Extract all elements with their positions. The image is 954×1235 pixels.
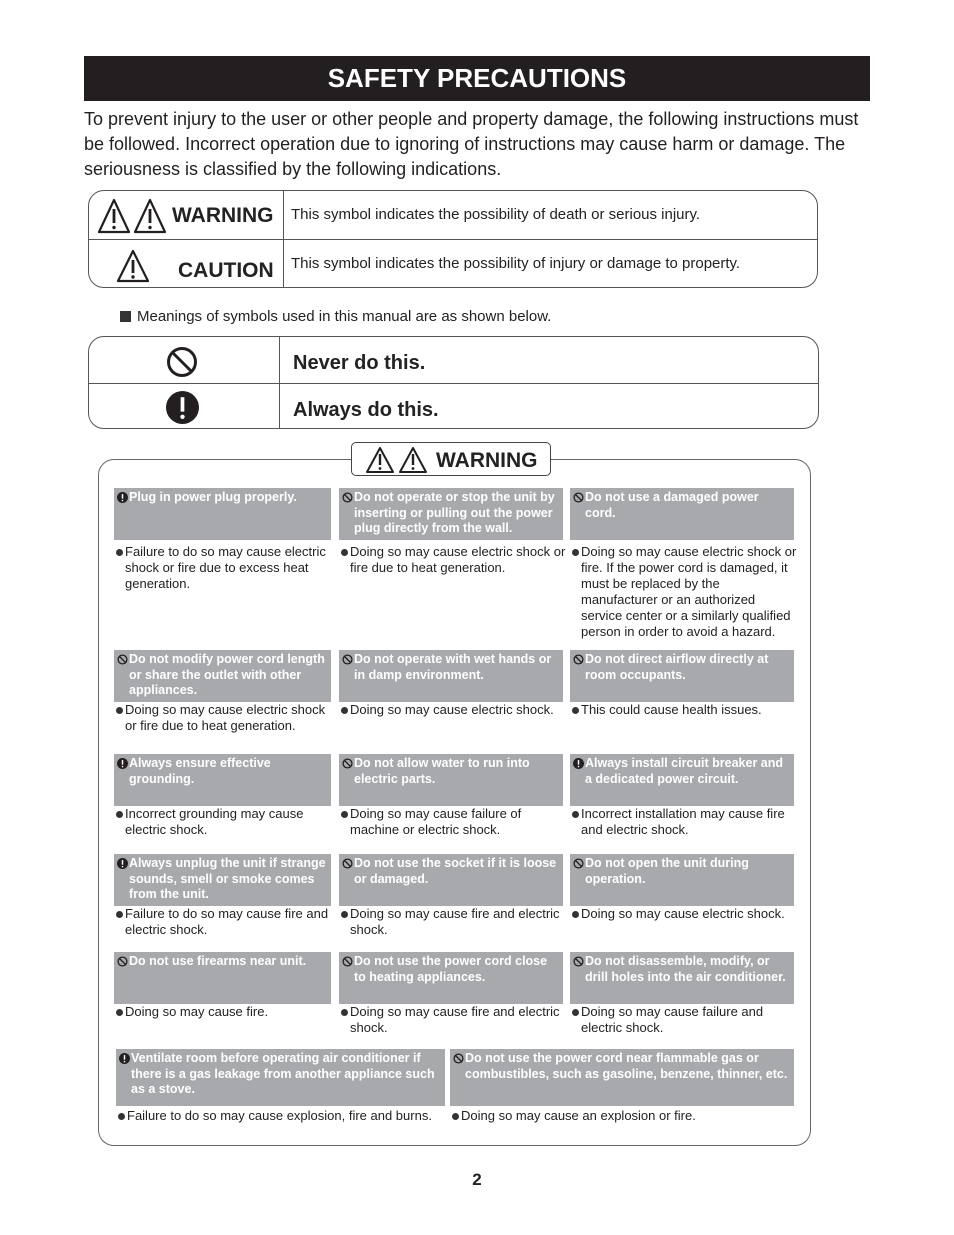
precaution-title: Do not use the socket if it is loose or damaged. — [339, 854, 563, 906]
prohibited-icon — [166, 346, 198, 378]
page-number: 2 — [472, 1170, 482, 1189]
precaution-description: Failure to do so may cause electric shock or fire due to excess heat generation. — [114, 544, 335, 592]
bullet-icon — [572, 1009, 579, 1016]
precaution-description: Doing so may cause electric shock. — [570, 906, 798, 922]
bullet-icon — [116, 707, 123, 714]
warning-legend-row — [89, 191, 817, 239]
prohibited-icon — [573, 956, 584, 967]
prohibited-icon — [573, 492, 584, 503]
mandatory-icon — [119, 1053, 130, 1064]
bullet-icon — [572, 911, 579, 918]
prohibited-icon — [342, 858, 353, 869]
prohibited-icon — [342, 758, 353, 769]
precaution-description: Incorrect installation may cause fire and electric shock. — [570, 806, 798, 838]
precaution-title: Do not direct airflow directly at room occupants. — [570, 650, 794, 702]
never-row — [89, 337, 818, 382]
severity-legend-table — [88, 190, 818, 288]
prohibited-icon — [117, 956, 128, 967]
precaution-description: Doing so may cause electric shock or fire due to heat generation. — [339, 544, 567, 576]
precaution-title: Always ensure effective grounding. — [114, 754, 331, 806]
precaution-title: Plug in power plug properly. — [114, 488, 331, 540]
precaution-title: Do not open the unit during operation. — [570, 854, 794, 906]
precaution-title: Do not use the power cord near flammable gas or combustibles, such as gasoline, benzene, thinner, etc. — [450, 1049, 794, 1106]
precaution-title: Always install circuit breaker and a dedicated power circuit. — [570, 754, 794, 806]
bullet-icon — [116, 811, 123, 818]
warning-section-label: WARNING — [436, 449, 538, 472]
mandatory-icon — [573, 758, 584, 769]
prohibited-icon — [342, 654, 353, 665]
precaution-title: Do not allow water to run into electric parts. — [339, 754, 563, 806]
precaution-title: Always unplug the unit if strange sounds, smell or smoke comes from the unit. — [114, 854, 331, 906]
precaution-description: Doing so may cause an explosion or fire. — [450, 1108, 798, 1124]
precaution-title: Do not disassemble, modify, or drill holes into the air conditioner. — [570, 952, 794, 1004]
prohibited-icon — [573, 654, 584, 665]
bullet-icon — [341, 707, 348, 714]
precaution-description: Doing so may cause fire and electric shock. — [339, 906, 567, 938]
precaution-description: Doing so may cause electric shock or fire. If the power cord is damaged, it must be replaced by the manufacturer or an authorized service center or a similarly qualified person in order to avoid a hazard. — [570, 544, 798, 640]
bullet-icon — [116, 911, 123, 918]
precaution-title: Do not operate or stop the unit by inserting or pulling out the power plug directly from the wall. — [339, 488, 563, 540]
caution-triangle-icon — [115, 248, 151, 284]
square-bullet-icon — [120, 311, 131, 322]
caution-label: CAUTION — [178, 259, 274, 282]
precaution-title: Do not use the power cord close to heating appliances. — [339, 952, 563, 1004]
always-row — [89, 383, 818, 429]
bullet-icon — [572, 707, 579, 714]
precaution-title: Do not modify power cord length or share the outlet with other appliances. — [114, 650, 331, 702]
bullet-icon — [341, 911, 348, 918]
precaution-description: Doing so may cause fire and electric shock. — [339, 1004, 567, 1036]
bullet-icon — [116, 549, 123, 556]
caution-description: This symbol indicates the possibility of injury or damage to property. — [291, 255, 741, 272]
precaution-description: This could cause health issues. — [570, 702, 798, 718]
intro-paragraph: To prevent injury to the user or other people and property damage, the following instructions must be followed. Incorrect operation due to ignoring of instructions may cause harm or damage. The seriousness is classified by the following indications. — [84, 109, 859, 179]
precaution-title: Do not use a damaged power cord. — [570, 488, 794, 540]
bullet-icon — [452, 1113, 459, 1120]
bullet-icon — [341, 811, 348, 818]
bullet-icon — [116, 1009, 123, 1016]
warning-description: This symbol indicates the possibility of death or serious injury. — [291, 206, 701, 223]
bullet-icon — [341, 549, 348, 556]
precaution-description: Failure to do so may cause explosion, fire and burns. — [116, 1108, 449, 1124]
precaution-title: Do not operate with wet hands or in damp environment. — [339, 650, 563, 702]
prohibited-icon — [453, 1053, 464, 1064]
caution-legend-row — [89, 239, 817, 288]
prohibited-icon — [342, 956, 353, 967]
warning-label: WARNING — [172, 204, 274, 227]
precaution-description: Doing so may cause failure and electric shock. — [570, 1004, 798, 1036]
precaution-description: Doing so may cause failure of machine or electric shock. — [339, 806, 567, 838]
never-do-text: Never do this. — [293, 352, 426, 374]
warning-section-header — [351, 442, 551, 476]
warning-triangle-icon — [365, 446, 431, 474]
precaution-description: Failure to do so may cause fire and electric shock. — [114, 906, 335, 938]
page-title: SAFETY PRECAUTIONS — [84, 56, 870, 101]
precaution-description: Incorrect grounding may cause electric shock. — [114, 806, 335, 838]
symbol-meaning-table — [88, 336, 819, 429]
bullet-icon — [118, 1113, 125, 1120]
symbols-note: Meanings of symbols used in this manual are as shown below. — [120, 308, 551, 325]
bullet-icon — [572, 549, 579, 556]
bullet-icon — [572, 811, 579, 818]
warning-triangle-icon — [97, 197, 167, 235]
prohibited-icon — [342, 492, 353, 503]
precaution-title: Ventilate room before operating air conditioner if there is a gas leakage from another appliance such as a stove. — [116, 1049, 445, 1106]
always-do-text: Always do this. — [293, 399, 439, 421]
prohibited-icon — [573, 858, 584, 869]
precaution-description: Doing so may cause fire. — [114, 1004, 335, 1020]
precaution-description: Doing so may cause electric shock. — [339, 702, 567, 718]
mandatory-icon — [117, 758, 128, 769]
mandatory-icon — [166, 391, 199, 424]
mandatory-icon — [117, 858, 128, 869]
mandatory-icon — [117, 492, 128, 503]
precaution-title: Do not use firearms near unit. — [114, 952, 331, 1004]
precaution-description: Doing so may cause electric shock or fire due to heat generation. — [114, 702, 335, 734]
prohibited-icon — [117, 654, 128, 665]
bullet-icon — [341, 1009, 348, 1016]
